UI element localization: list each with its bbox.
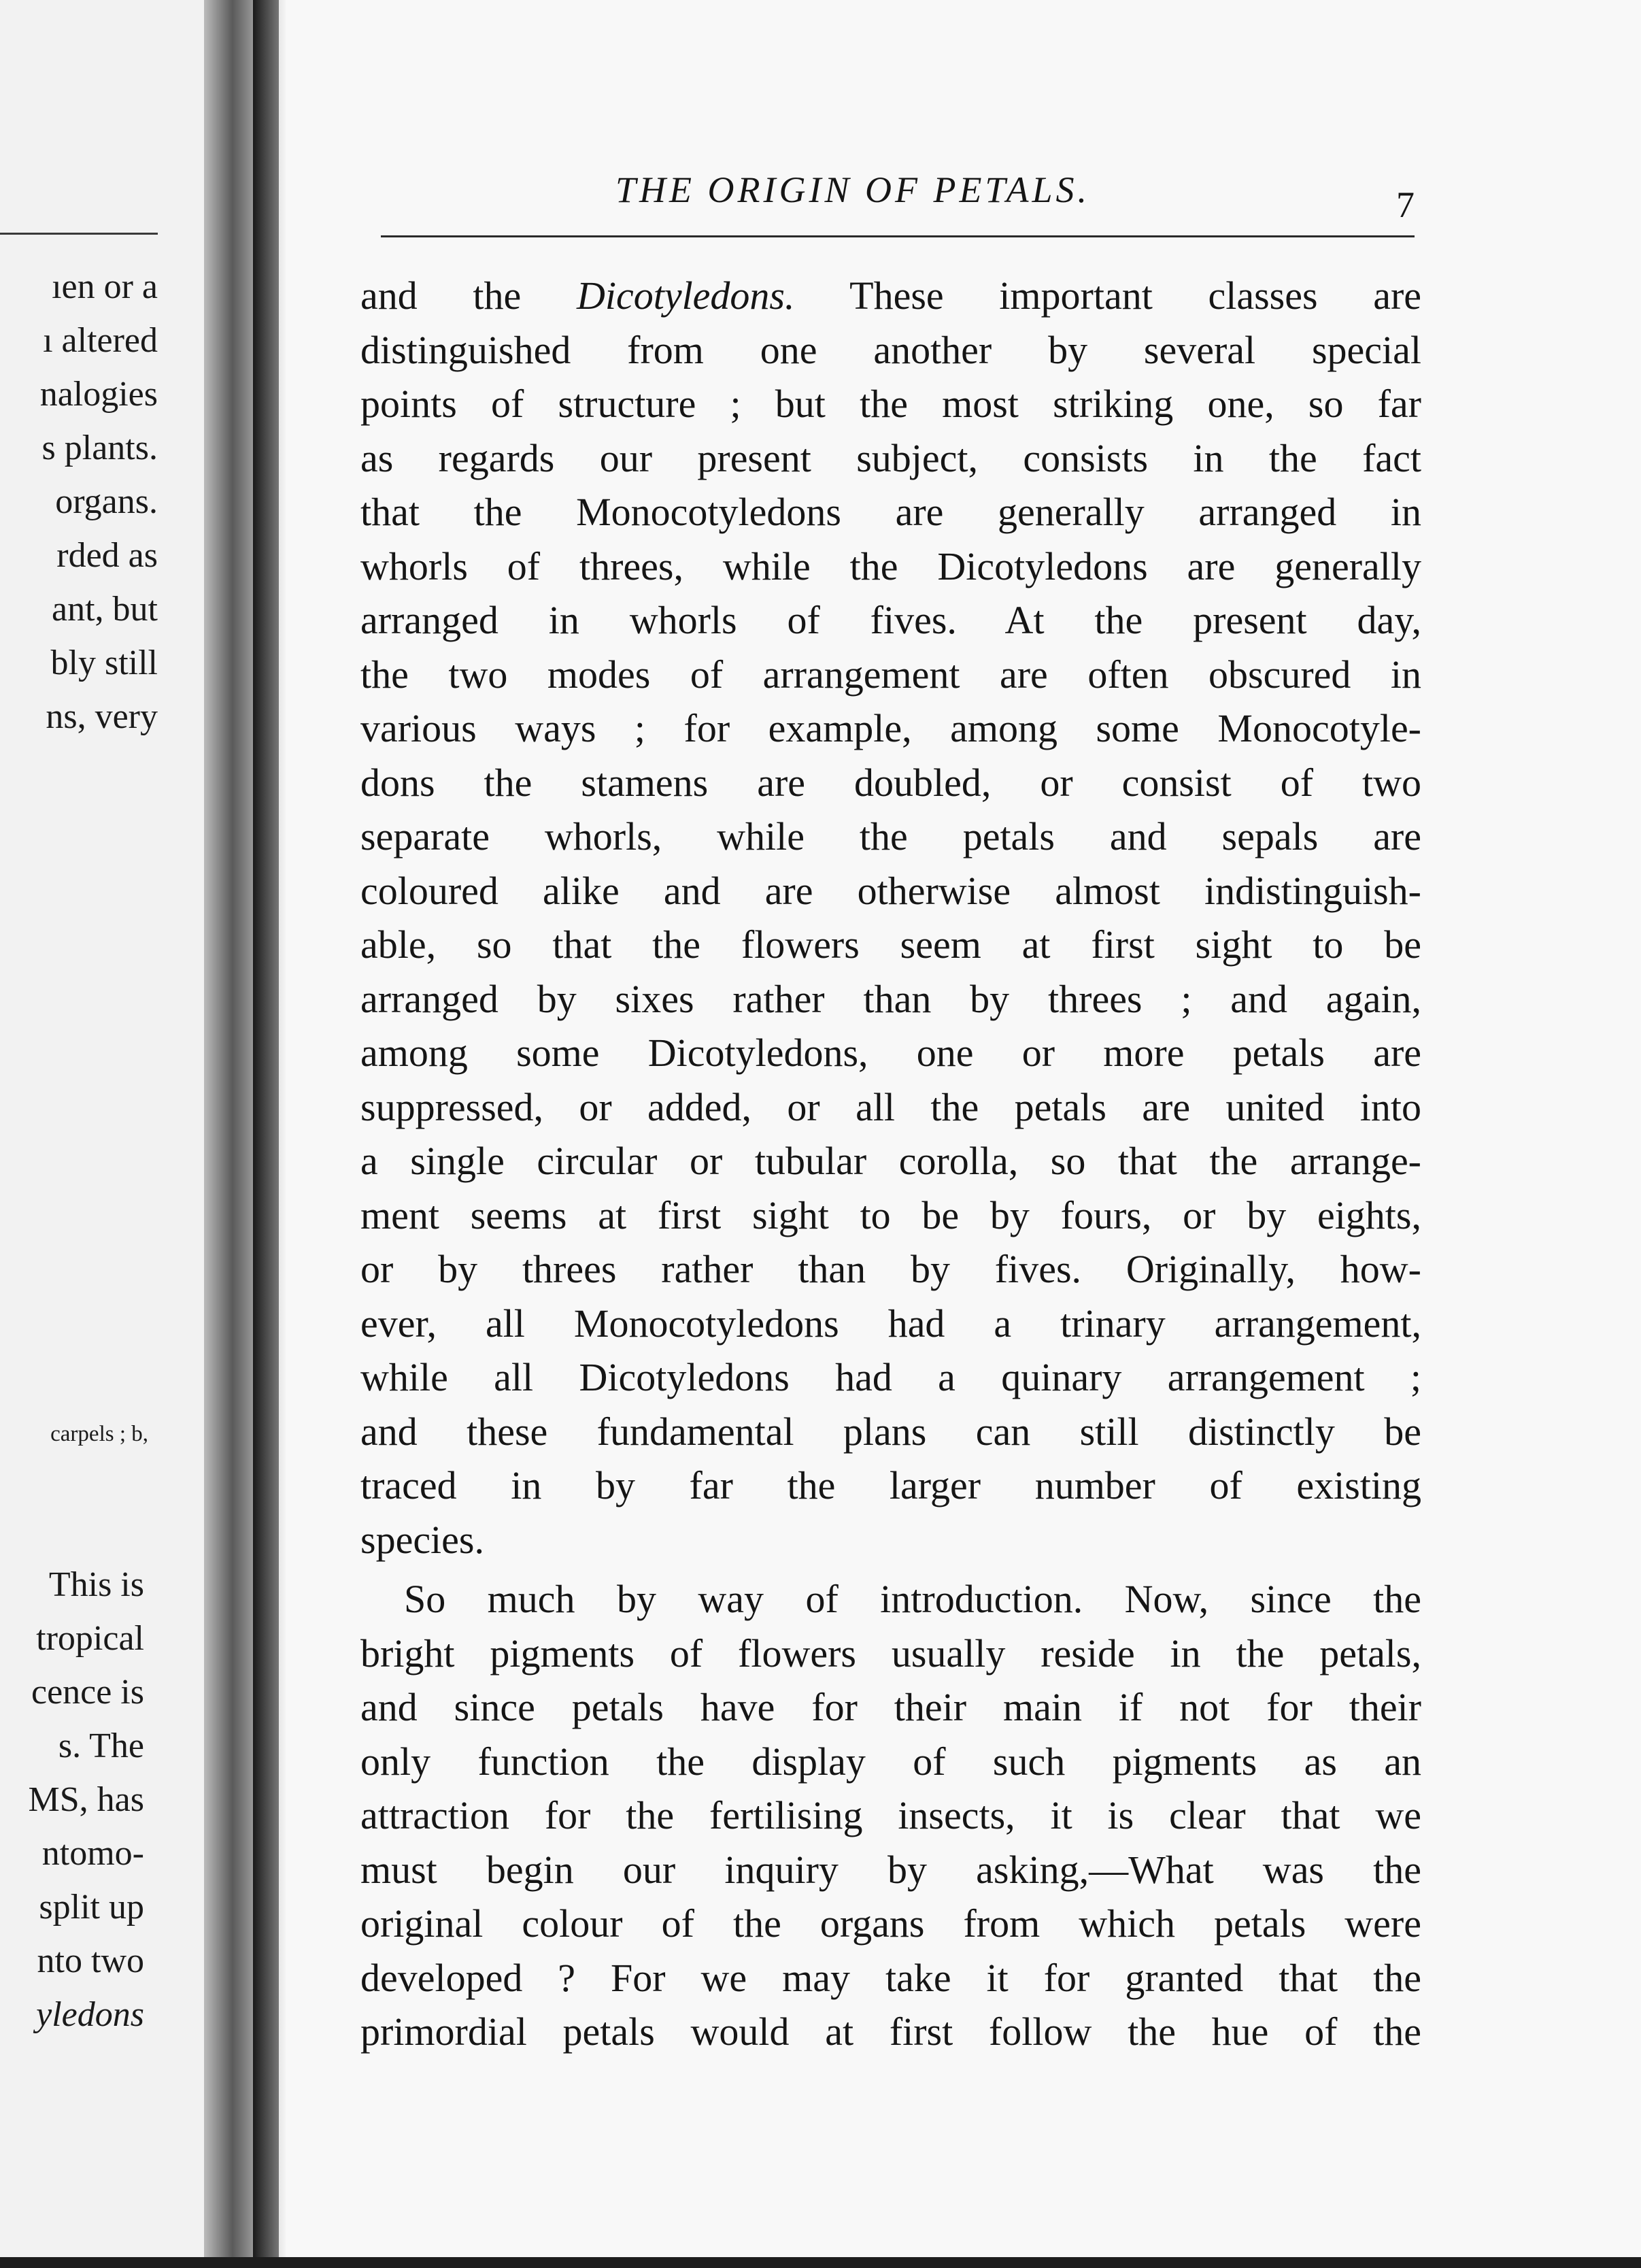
text-line: and these fundamental plans can still distinctly be	[360, 1409, 1421, 1454]
left-line: split up	[39, 1888, 144, 1927]
left-line: s. The	[58, 1727, 144, 1765]
text-line: points of structure ; but the most striking one, so far	[360, 382, 1421, 426]
text-line: among some Dicotyledons, one or more petals are	[360, 1031, 1421, 1075]
left-line: This is	[48, 1565, 144, 1604]
text-line: and since petals have for their main if not for their	[360, 1685, 1421, 1729]
text-line: that the Monocotyledons are generally arranged in	[360, 490, 1421, 534]
left-page-rule	[0, 233, 158, 235]
page-number: 7	[1396, 184, 1415, 225]
text-line: whorls of threes, while the Dicotyledons are generally	[360, 544, 1421, 588]
text-line: separate whorls, while the petals and sepals are	[360, 814, 1421, 858]
left-line: ı altered	[43, 321, 158, 360]
left-line: rded as	[56, 536, 158, 575]
left-line: bly still	[50, 644, 158, 682]
text-line: original colour of the organs from which petals were	[360, 1901, 1421, 1946]
text-line: as regards our present subject, consists in the fact	[360, 435, 1421, 480]
left-line: nto two	[37, 1941, 144, 1980]
left-line: cence is	[31, 1673, 144, 1712]
header-rule	[381, 235, 1415, 237]
text-line: arranged in whorls of fives. At the present day,	[360, 598, 1421, 642]
text-line: traced in by far the larger number of existing	[360, 1463, 1421, 1507]
text-line: bright pigments of flowers usually reside in the petals,	[360, 1631, 1421, 1675]
book-gutter	[253, 0, 279, 2268]
text-line: various ways ; for example, among some Monocotyle-	[360, 706, 1421, 750]
text-line: must begin our inquiry by asking,—What was the	[360, 1847, 1421, 1892]
text-line: only function the display of such pigments as an	[360, 1739, 1421, 1784]
running-head: THE ORIGIN OF PETALS.	[615, 169, 1090, 210]
left-caption-fragment: carpels ; b,	[50, 1422, 148, 1446]
text-line: or by threes rather than by fives. Originally, how-	[360, 1247, 1421, 1291]
left-line: MS, has	[28, 1780, 144, 1819]
left-line: nalogies	[39, 375, 158, 414]
text-line: dons the stamens are doubled, or consist of two	[360, 760, 1421, 805]
body-text	[360, 269, 1421, 2059]
text-line: attraction for the fertilising insects, it is clear that we	[360, 1793, 1421, 1837]
text-line: coloured alike and are otherwise almost indistinguish-	[360, 868, 1421, 913]
text-line: able, so that the flowers seem at first sight to be	[360, 922, 1421, 967]
left-line: ns, very	[46, 697, 158, 736]
text-run: and the	[360, 273, 522, 318]
scan-bottom-edge	[0, 2257, 1641, 2268]
italic-term: Dicotyledons.	[576, 273, 795, 318]
left-line: ntomo-	[41, 1834, 144, 1873]
left-line: ıen or a	[52, 267, 158, 306]
text-line: developed ? For we may take it for granted that the	[360, 1955, 1421, 2000]
left-line: organs.	[55, 482, 158, 521]
left-line: tropical	[36, 1619, 144, 1658]
text-line	[360, 269, 1421, 323]
text-line: species.	[360, 1517, 484, 1562]
text-line: distinguished from one another by several special	[360, 327, 1421, 372]
text-line: the two modes of arrangement are often obscured in	[360, 652, 1421, 697]
text-line: ment seems at first sight to be by fours, or by eights,	[360, 1193, 1421, 1237]
text-line: ever, all Monocotyledons had a trinary arrangement,	[360, 1301, 1421, 1346]
left-line: ant, but	[52, 590, 158, 629]
text-line: while all Dicotyledons had a quinary arrangement ;	[360, 1355, 1421, 1399]
left-line: yledons	[36, 1995, 144, 2034]
text-line: So much by way of introduction. Now, since the	[404, 1577, 1421, 1621]
text-line: a single circular or tubular corolla, so that the arrange-	[360, 1139, 1421, 1183]
text-run: These important classes are	[849, 273, 1422, 318]
text-line: arranged by sixes rather than by threes ; and again,	[360, 976, 1421, 1021]
text-line: primordial petals would at first follow the hue of the	[360, 2009, 1421, 2054]
text-line: suppressed, or added, or all the petals are united into	[360, 1084, 1421, 1129]
left-line: s plants.	[41, 429, 158, 467]
